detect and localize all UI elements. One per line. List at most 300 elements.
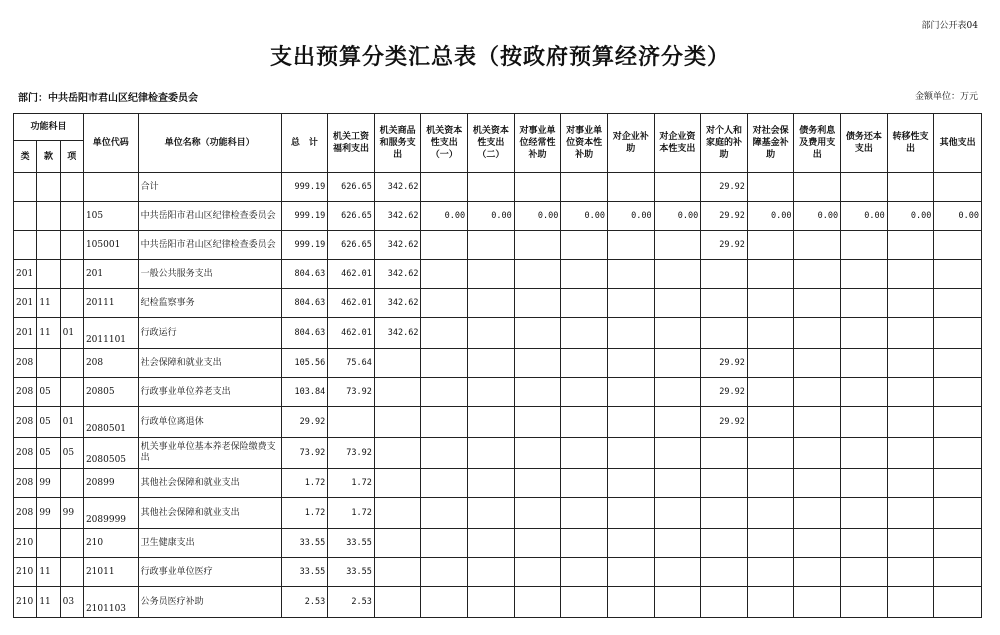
cell-kuan: 05 — [37, 378, 60, 407]
cell-c8 — [654, 378, 701, 407]
cell-c9: 29.92 — [701, 231, 748, 260]
table-row — [14, 378, 982, 407]
cell-c4 — [468, 318, 515, 349]
cell-c8 — [654, 587, 701, 618]
table-row — [14, 318, 982, 349]
cell-kuan — [37, 231, 60, 260]
cell-kuan: 99 — [37, 498, 60, 529]
cell-c10 — [747, 289, 794, 318]
cell-c12 — [841, 173, 888, 202]
cell-c9 — [701, 318, 748, 349]
cell-c14 — [934, 231, 982, 260]
cell-name: 合计 — [138, 173, 281, 202]
cell-c6 — [561, 260, 608, 289]
cell-c3 — [421, 378, 468, 407]
cell-c14: 0.00 — [934, 202, 982, 231]
cell-c12 — [841, 587, 888, 618]
header-c9: 对个人和家庭的补助 — [701, 114, 748, 173]
cell-c9 — [701, 289, 748, 318]
cell-c13 — [887, 558, 934, 587]
cell-c11 — [794, 318, 841, 349]
cell-xiang — [60, 202, 83, 231]
cell-code: 20805 — [83, 378, 138, 407]
cell-c8 — [654, 558, 701, 587]
cell-total: 999.19 — [281, 173, 328, 202]
cell-lei: 208 — [14, 349, 37, 378]
cell-total: 1.72 — [281, 469, 328, 498]
header-c1: 机关工资福利支出 — [328, 114, 375, 173]
cell-c3 — [421, 173, 468, 202]
cell-c10: 0.00 — [747, 202, 794, 231]
cell-c7 — [607, 318, 654, 349]
cell-c9 — [701, 438, 748, 469]
cell-kuan — [37, 202, 60, 231]
cell-c5 — [514, 378, 561, 407]
cell-c12 — [841, 231, 888, 260]
cell-c6 — [561, 529, 608, 558]
cell-c10 — [747, 231, 794, 260]
cell-c5 — [514, 173, 561, 202]
cell-c1: 73.92 — [328, 378, 375, 407]
cell-c13 — [887, 173, 934, 202]
cell-c8 — [654, 349, 701, 378]
cell-kuan — [37, 349, 60, 378]
cell-code — [83, 173, 138, 202]
cell-c9 — [701, 558, 748, 587]
cell-kuan — [37, 260, 60, 289]
cell-c1: 2.53 — [328, 587, 375, 618]
cell-c3 — [421, 438, 468, 469]
cell-code: 210 — [83, 529, 138, 558]
cell-name: 纪检监察事务 — [138, 289, 281, 318]
cell-c14 — [934, 407, 982, 438]
cell-c13 — [887, 378, 934, 407]
cell-c1: 462.01 — [328, 289, 375, 318]
page-title: 支出预算分类汇总表（按政府预算经济分类） — [269, 44, 730, 70]
cell-c14 — [934, 260, 982, 289]
header-c3: 机关资本性支出（一） — [421, 114, 468, 173]
cell-c5 — [514, 318, 561, 349]
cell-c14 — [934, 558, 982, 587]
cell-kuan: 11 — [37, 558, 60, 587]
cell-c6 — [561, 289, 608, 318]
cell-c6 — [561, 378, 608, 407]
header-c12: 债务还本支出 — [841, 114, 888, 173]
header-func: 功能科目 — [14, 114, 84, 141]
cell-c6 — [561, 318, 608, 349]
cell-c14 — [934, 469, 982, 498]
cell-c7 — [607, 231, 654, 260]
cell-c4 — [468, 438, 515, 469]
cell-c4 — [468, 469, 515, 498]
cell-c2 — [374, 349, 421, 378]
table-row — [14, 469, 982, 498]
cell-c8 — [654, 438, 701, 469]
header-kuan: 款 — [37, 141, 60, 173]
cell-c13 — [887, 407, 934, 438]
cell-c1: 73.92 — [328, 438, 375, 469]
cell-c7 — [607, 407, 654, 438]
cell-total: 33.55 — [281, 558, 328, 587]
cell-c2: 342.62 — [374, 231, 421, 260]
cell-c10 — [747, 529, 794, 558]
cell-c11 — [794, 558, 841, 587]
cell-xiang — [60, 289, 83, 318]
cell-c9 — [701, 498, 748, 529]
cell-total: 103.84 — [281, 378, 328, 407]
cell-code: 20111 — [83, 289, 138, 318]
cell-lei — [14, 231, 37, 260]
cell-c4 — [468, 289, 515, 318]
cell-xiang: 99 — [60, 498, 83, 529]
cell-c12 — [841, 349, 888, 378]
cell-c10 — [747, 349, 794, 378]
cell-c4 — [468, 349, 515, 378]
department-label: 部门：中共岳阳市君山区纪律检查委员会 — [18, 93, 198, 104]
cell-c8 — [654, 173, 701, 202]
cell-lei: 208 — [14, 378, 37, 407]
cell-name: 行政单位离退休 — [138, 407, 281, 438]
cell-c13 — [887, 318, 934, 349]
cell-xiang — [60, 349, 83, 378]
cell-c7 — [607, 260, 654, 289]
cell-c11 — [794, 498, 841, 529]
cell-c3 — [421, 407, 468, 438]
cell-c12 — [841, 469, 888, 498]
cell-lei: 201 — [14, 289, 37, 318]
cell-total: 33.55 — [281, 529, 328, 558]
cell-c11 — [794, 529, 841, 558]
cell-c6 — [561, 558, 608, 587]
cell-c5 — [514, 438, 561, 469]
cell-c8 — [654, 407, 701, 438]
cell-lei: 201 — [14, 260, 37, 289]
table-row — [14, 558, 982, 587]
cell-name: 一般公共服务支出 — [138, 260, 281, 289]
header-code: 单位代码 — [83, 114, 138, 173]
cell-code: 2101103 — [83, 587, 138, 618]
cell-c13 — [887, 587, 934, 618]
cell-xiang — [60, 469, 83, 498]
cell-xiang — [60, 173, 83, 202]
cell-c6 — [561, 438, 608, 469]
header-c13: 转移性支出 — [887, 114, 934, 173]
cell-name: 中共岳阳市君山区纪律检查委员会 — [138, 202, 281, 231]
cell-xiang — [60, 378, 83, 407]
cell-kuan: 11 — [37, 318, 60, 349]
cell-c6 — [561, 407, 608, 438]
cell-c13 — [887, 231, 934, 260]
cell-c12 — [841, 498, 888, 529]
cell-c5 — [514, 469, 561, 498]
cell-c4 — [468, 558, 515, 587]
cell-xiang: 01 — [60, 407, 83, 438]
cell-c7 — [607, 469, 654, 498]
cell-lei: 208 — [14, 438, 37, 469]
cell-c12 — [841, 318, 888, 349]
cell-kuan: 11 — [37, 289, 60, 318]
cell-code: 2080505 — [83, 438, 138, 469]
cell-c13: 0.00 — [887, 202, 934, 231]
cell-c9 — [701, 587, 748, 618]
cell-c2: 342.62 — [374, 173, 421, 202]
cell-c12 — [841, 260, 888, 289]
cell-c9: 29.92 — [701, 407, 748, 438]
cell-c12 — [841, 378, 888, 407]
cell-lei: 201 — [14, 318, 37, 349]
cell-c7 — [607, 349, 654, 378]
cell-c1: 626.65 — [328, 231, 375, 260]
cell-kuan: 99 — [37, 469, 60, 498]
cell-c7 — [607, 378, 654, 407]
cell-c5 — [514, 558, 561, 587]
cell-c7 — [607, 438, 654, 469]
cell-c13 — [887, 289, 934, 318]
cell-name: 行政运行 — [138, 318, 281, 349]
cell-c6 — [561, 231, 608, 260]
cell-kuan — [37, 173, 60, 202]
cell-c8 — [654, 260, 701, 289]
table-row — [14, 498, 982, 529]
header-c6: 对事业单位资本性补助 — [561, 114, 608, 173]
cell-total: 29.92 — [281, 407, 328, 438]
cell-c8 — [654, 318, 701, 349]
cell-c2 — [374, 378, 421, 407]
cell-code: 105001 — [83, 231, 138, 260]
cell-c2 — [374, 498, 421, 529]
header-name: 单位名称（功能科目） — [138, 114, 281, 173]
header-c11: 债务利息及费用支出 — [794, 114, 841, 173]
cell-c10 — [747, 407, 794, 438]
cell-kuan — [37, 529, 60, 558]
cell-c3 — [421, 318, 468, 349]
cell-c7 — [607, 529, 654, 558]
cell-c6 — [561, 173, 608, 202]
cell-c10 — [747, 558, 794, 587]
cell-c12 — [841, 407, 888, 438]
cell-c3 — [421, 529, 468, 558]
cell-c7 — [607, 498, 654, 529]
cell-c10 — [747, 587, 794, 618]
cell-c7 — [607, 558, 654, 587]
cell-c13 — [887, 438, 934, 469]
cell-c11 — [794, 407, 841, 438]
header-c5: 对事业单位经常性补助 — [514, 114, 561, 173]
cell-xiang — [60, 558, 83, 587]
cell-c5 — [514, 349, 561, 378]
cell-c1: 1.72 — [328, 469, 375, 498]
cell-code: 208 — [83, 349, 138, 378]
cell-c12: 0.00 — [841, 202, 888, 231]
cell-c11 — [794, 260, 841, 289]
cell-c2: 342.62 — [374, 260, 421, 289]
cell-c5 — [514, 587, 561, 618]
cell-c4: 0.00 — [468, 202, 515, 231]
cell-c12 — [841, 438, 888, 469]
cell-c5 — [514, 498, 561, 529]
cell-c11 — [794, 349, 841, 378]
cell-c3 — [421, 260, 468, 289]
cell-xiang — [60, 529, 83, 558]
cell-c9: 29.92 — [701, 202, 748, 231]
cell-c4 — [468, 260, 515, 289]
cell-c10 — [747, 378, 794, 407]
cell-c4 — [468, 407, 515, 438]
cell-c14 — [934, 173, 982, 202]
cell-name: 行政事业单位养老支出 — [138, 378, 281, 407]
table-row — [14, 407, 982, 438]
cell-c5 — [514, 260, 561, 289]
cell-code: 21011 — [83, 558, 138, 587]
cell-c13 — [887, 260, 934, 289]
cell-total: 999.19 — [281, 231, 328, 260]
cell-kuan: 05 — [37, 438, 60, 469]
cell-c11 — [794, 289, 841, 318]
form-number: 部门公开表04 — [921, 21, 978, 31]
cell-name: 公务员医疗补助 — [138, 587, 281, 618]
header-xiang: 项 — [60, 141, 83, 173]
cell-xiang — [60, 260, 83, 289]
cell-name: 社会保障和就业支出 — [138, 349, 281, 378]
cell-c13 — [887, 469, 934, 498]
cell-name: 中共岳阳市君山区纪律检查委员会 — [138, 231, 281, 260]
cell-c9 — [701, 260, 748, 289]
cell-c13 — [887, 349, 934, 378]
cell-c11 — [794, 438, 841, 469]
cell-lei: 208 — [14, 469, 37, 498]
cell-c6 — [561, 498, 608, 529]
cell-c9: 29.92 — [701, 173, 748, 202]
cell-c4 — [468, 587, 515, 618]
cell-c13 — [887, 498, 934, 529]
table-row — [14, 231, 982, 260]
cell-c5 — [514, 407, 561, 438]
table-row — [14, 260, 982, 289]
cell-c7 — [607, 289, 654, 318]
cell-c11 — [794, 378, 841, 407]
cell-xiang: 01 — [60, 318, 83, 349]
cell-name: 行政事业单位医疗 — [138, 558, 281, 587]
cell-c10 — [747, 469, 794, 498]
cell-c5: 0.00 — [514, 202, 561, 231]
cell-c10 — [747, 318, 794, 349]
cell-total: 804.63 — [281, 318, 328, 349]
cell-c5 — [514, 289, 561, 318]
cell-lei: 208 — [14, 498, 37, 529]
cell-c1: 75.64 — [328, 349, 375, 378]
cell-c14 — [934, 349, 982, 378]
cell-c14 — [934, 318, 982, 349]
cell-total: 2.53 — [281, 587, 328, 618]
cell-c3: 0.00 — [421, 202, 468, 231]
cell-kuan: 05 — [37, 407, 60, 438]
header-c7: 对企业补助 — [607, 114, 654, 173]
cell-c14 — [934, 378, 982, 407]
header-c2: 机关商品和服务支出 — [374, 114, 421, 173]
cell-c14 — [934, 587, 982, 618]
cell-c9 — [701, 469, 748, 498]
cell-c2: 342.62 — [374, 318, 421, 349]
cell-c8 — [654, 469, 701, 498]
cell-c8 — [654, 529, 701, 558]
cell-c1: 462.01 — [328, 260, 375, 289]
cell-name: 卫生健康支出 — [138, 529, 281, 558]
table-row — [14, 173, 982, 202]
cell-c4 — [468, 529, 515, 558]
cell-c2: 342.62 — [374, 202, 421, 231]
cell-lei: 210 — [14, 529, 37, 558]
cell-c12 — [841, 289, 888, 318]
cell-xiang: 05 — [60, 438, 83, 469]
cell-c4 — [468, 498, 515, 529]
cell-code: 2080501 — [83, 407, 138, 438]
header-total: 总 计 — [281, 114, 328, 173]
table-row — [14, 587, 982, 618]
cell-c10 — [747, 260, 794, 289]
table-row — [14, 438, 982, 469]
table-row — [14, 529, 982, 558]
cell-c6: 0.00 — [561, 202, 608, 231]
cell-c3 — [421, 231, 468, 260]
cell-xiang — [60, 231, 83, 260]
cell-c9: 29.92 — [701, 349, 748, 378]
cell-c3 — [421, 289, 468, 318]
header-c8: 对企业资本性支出 — [654, 114, 701, 173]
cell-c11 — [794, 231, 841, 260]
cell-c3 — [421, 587, 468, 618]
cell-total: 804.63 — [281, 289, 328, 318]
cell-total: 999.19 — [281, 202, 328, 231]
cell-c2 — [374, 438, 421, 469]
cell-c6 — [561, 469, 608, 498]
cell-c3 — [421, 498, 468, 529]
cell-c1 — [328, 407, 375, 438]
cell-lei — [14, 173, 37, 202]
cell-c3 — [421, 469, 468, 498]
cell-c4 — [468, 378, 515, 407]
cell-c10 — [747, 438, 794, 469]
cell-lei: 210 — [14, 558, 37, 587]
cell-c12 — [841, 558, 888, 587]
cell-c9 — [701, 529, 748, 558]
cell-c14 — [934, 438, 982, 469]
table-body — [14, 173, 982, 618]
cell-c5 — [514, 231, 561, 260]
cell-c7 — [607, 587, 654, 618]
cell-total: 1.72 — [281, 498, 328, 529]
cell-c2 — [374, 529, 421, 558]
cell-c3 — [421, 558, 468, 587]
header-c10: 对社会保障基金补助 — [747, 114, 794, 173]
cell-code: 2089999 — [83, 498, 138, 529]
cell-name: 机关事业单位基本养老保险缴费支出 — [138, 438, 281, 469]
cell-c8 — [654, 289, 701, 318]
cell-c2 — [374, 587, 421, 618]
cell-kuan: 11 — [37, 587, 60, 618]
budget-table — [13, 113, 982, 618]
cell-total: 804.63 — [281, 260, 328, 289]
cell-c2 — [374, 469, 421, 498]
cell-c13 — [887, 529, 934, 558]
cell-c11 — [794, 469, 841, 498]
cell-c9: 29.92 — [701, 378, 748, 407]
cell-c2: 342.62 — [374, 289, 421, 318]
cell-c7: 0.00 — [607, 202, 654, 231]
cell-c5 — [514, 529, 561, 558]
header-c4: 机关资本性支出（二） — [468, 114, 515, 173]
header-lei: 类 — [14, 141, 37, 173]
cell-code: 20899 — [83, 469, 138, 498]
